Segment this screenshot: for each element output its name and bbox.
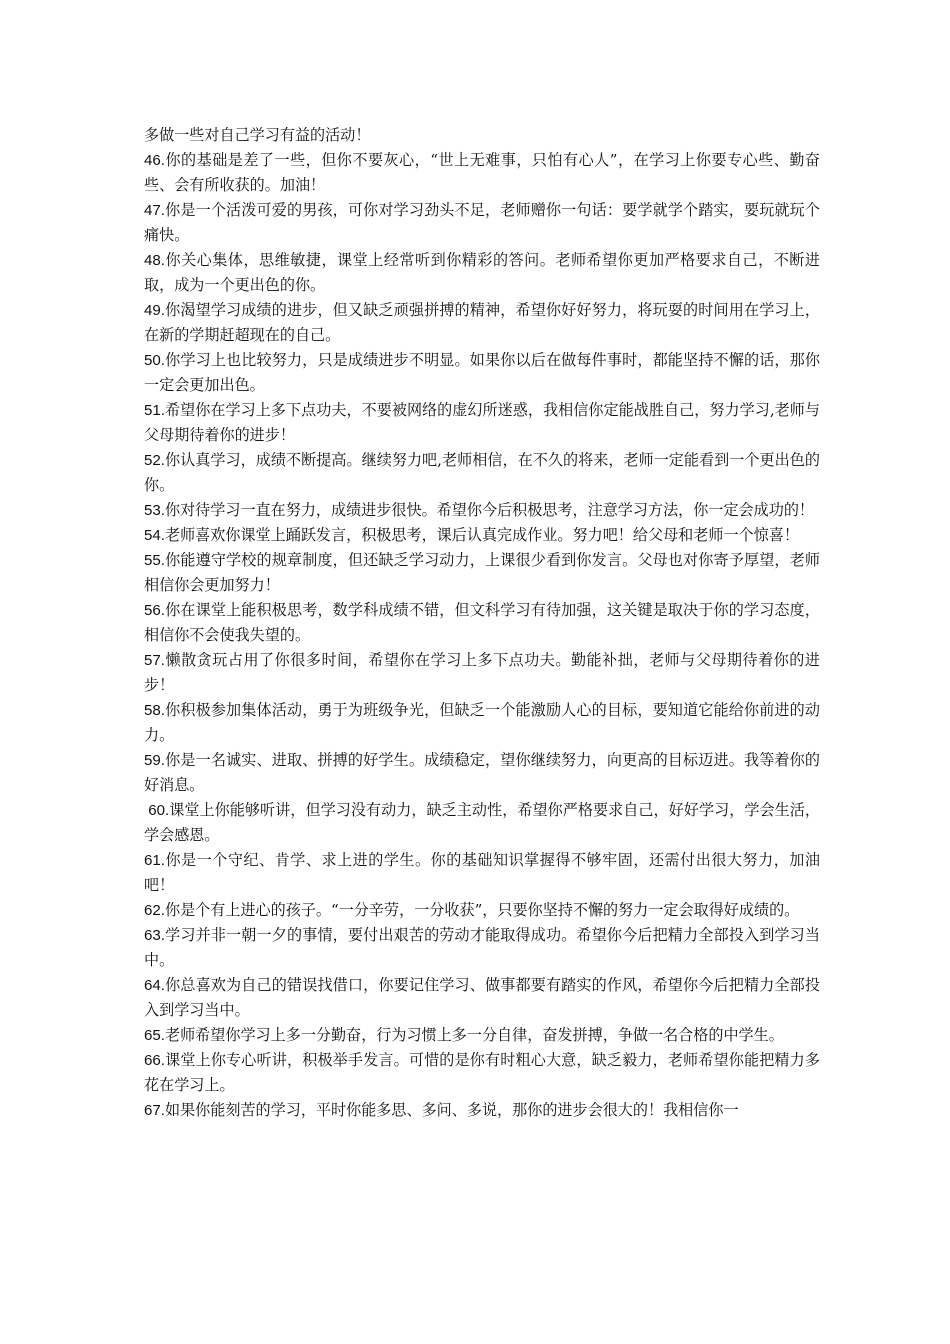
item-number: 53. xyxy=(144,502,165,519)
item-text: 你认真学习，成绩不断提高。继续努力吧,老师相信，在不久的将来，老师一定能看到一个更出色的你。 xyxy=(144,451,820,494)
item-number: 57. xyxy=(144,652,165,669)
item-number: 60. xyxy=(144,802,170,819)
item-text: 如果你能刻苦的学习，平时你能多思、多问、多说，那你的进步会很大的！我相信你一 xyxy=(164,1101,739,1119)
comment-item-58 xyxy=(144,698,820,748)
item-text: 希望你在学习上多下点功夫，不要被网络的虚幻所迷惑，我相信你定能战胜自己，努力学习,老师与父母期待着你的进步！ xyxy=(144,401,820,444)
comment-item-50 xyxy=(144,348,820,398)
document-page xyxy=(144,123,820,1123)
item-number: 50. xyxy=(144,352,165,369)
comment-item-52 xyxy=(144,448,820,498)
item-number: 63. xyxy=(144,927,165,944)
comment-item-53 xyxy=(144,498,820,523)
item-text: 你积极参加集体活动，勇于为班级争光，但缺乏一个能激励人心的目标，要知道它能给你前进的动力。 xyxy=(144,701,820,744)
comment-item-64 xyxy=(144,973,820,1023)
item-number: 55. xyxy=(144,552,165,569)
comment-item-55 xyxy=(144,548,820,598)
paragraph-text: 多做一些对自己学习有益的活动！ xyxy=(144,126,371,144)
comment-item-46 xyxy=(144,148,820,198)
item-text: 老师希望你学习上多一分勤奋，行为习惯上多一分自律，奋发拼搏，争做一名合格的中学生。 xyxy=(164,1026,784,1044)
item-number: 59. xyxy=(144,752,165,769)
item-number: 48. xyxy=(144,252,165,269)
item-text: 你关心集体，思维敏捷，课堂上经常听到你精彩的答问。老师希望你更加严格要求自己，不断进取，成为一个更出色的你。 xyxy=(144,251,820,294)
item-text: 课堂上你能够听讲，但学习没有动力，缺乏主动性，希望你严格要求自己，好好学习，学会生活，学会感恩。 xyxy=(144,801,820,844)
item-text: 你的基础是差了一些，但你不要灰心，“世上无难事，只怕有心人”，在学习上你要专心些、勤奋些、会有所收获的。加油！ xyxy=(144,151,820,194)
item-number: 67. xyxy=(144,1102,165,1119)
item-number: 61. xyxy=(144,852,165,869)
item-text: 学习并非一朝一夕的事情，要付出艰苦的劳动才能取得成功。希望你今后把精力全部投入到学习当中。 xyxy=(144,926,820,969)
comment-item-65 xyxy=(144,1023,820,1048)
comment-item-54 xyxy=(144,523,820,548)
item-number: 56. xyxy=(144,602,165,619)
comment-item-63 xyxy=(144,923,820,973)
comment-item-47 xyxy=(144,198,820,248)
item-text: 懒散贪玩占用了你很多时间，希望你在学习上多下点功夫。勤能补拙，老师与父母期待着你的进步！ xyxy=(144,651,820,694)
comment-item-61 xyxy=(144,848,820,898)
comment-item-51 xyxy=(144,398,820,448)
item-text: 你是一个活泼可爱的男孩，可你对学习劲头不足，老师赠你一句话：要学就学个踏实，要玩就玩个痛快。 xyxy=(144,201,820,244)
item-number: 54. xyxy=(144,527,165,544)
comment-item-57 xyxy=(144,648,820,698)
item-text: 你是一名诚实、进取、拼搏的好学生。成绩稳定，望你继续努力，向更高的目标迈进。我等着你的好消息。 xyxy=(144,751,820,794)
item-text: 你总喜欢为自己的错误找借口，你要记住学习、做事都要有踏实的作风，希望你今后把精力全部投入到学习当中。 xyxy=(144,976,820,1019)
paragraph-continuation xyxy=(144,123,820,148)
comment-item-62 xyxy=(144,898,820,923)
item-text: 你能遵守学校的规章制度，但还缺乏学习动力，上课很少看到你发言。父母也对你寄予厚望，老师相信你会更加努力！ xyxy=(144,551,820,594)
item-number: 64. xyxy=(144,977,165,994)
item-text: 你在课堂上能积极思考，数学科成绩不错，但文科学习有待加强，这关键是取决于你的学习态度，相信你不会使我失望的。 xyxy=(144,601,820,644)
item-number: 47. xyxy=(144,202,165,219)
item-number: 49. xyxy=(144,302,165,319)
item-text: 老师喜欢你课堂上踊跃发言，积极思考，课后认真完成作业。努力吧！给父母和老师一个惊喜！ xyxy=(164,526,799,544)
comment-item-67 xyxy=(144,1098,820,1123)
comment-item-59 xyxy=(144,748,820,798)
item-text: 你学习上也比较努力，只是成绩进步不明显。如果你以后在做每件事时，都能坚持不懈的话，那你一定会更加出色。 xyxy=(144,351,820,394)
item-text: 课堂上你专心听讲，积极举手发言。可惜的是你有时粗心大意，缺乏毅力，老师希望你能把精力多花在学习上。 xyxy=(144,1051,820,1094)
item-number: 62. xyxy=(144,902,165,919)
item-number: 51. xyxy=(144,402,165,419)
item-number: 58. xyxy=(144,702,165,719)
comment-item-60 xyxy=(144,798,820,848)
item-text: 你对待学习一直在努力，成绩进步很快。希望你今后积极思考，注意学习方法，你一定会成功的！ xyxy=(164,501,815,519)
item-number: 52. xyxy=(144,452,165,469)
comment-item-66 xyxy=(144,1048,820,1098)
item-text: 你是一个守纪、肯学、求上进的学生。你的基础知识掌握得不够牢固，还需付出很大努力，加油吧！ xyxy=(144,851,820,894)
item-text: 你是个有上进心的孩子。“一分辛劳，一分收获”，只要你坚持不懈的努力一定会取得好成绩的。 xyxy=(164,901,800,919)
comment-item-49 xyxy=(144,298,820,348)
item-text: 你渴望学习成绩的进步，但又缺乏顽强拼搏的精神，希望你好好努力，将玩耍的时间用在学习上，在新的学期赶超现在的自己。 xyxy=(144,301,820,344)
comment-item-56 xyxy=(144,598,820,648)
item-number: 46. xyxy=(144,152,165,169)
item-number: 65. xyxy=(144,1027,165,1044)
comment-item-48 xyxy=(144,248,820,298)
item-number: 66. xyxy=(144,1052,165,1069)
